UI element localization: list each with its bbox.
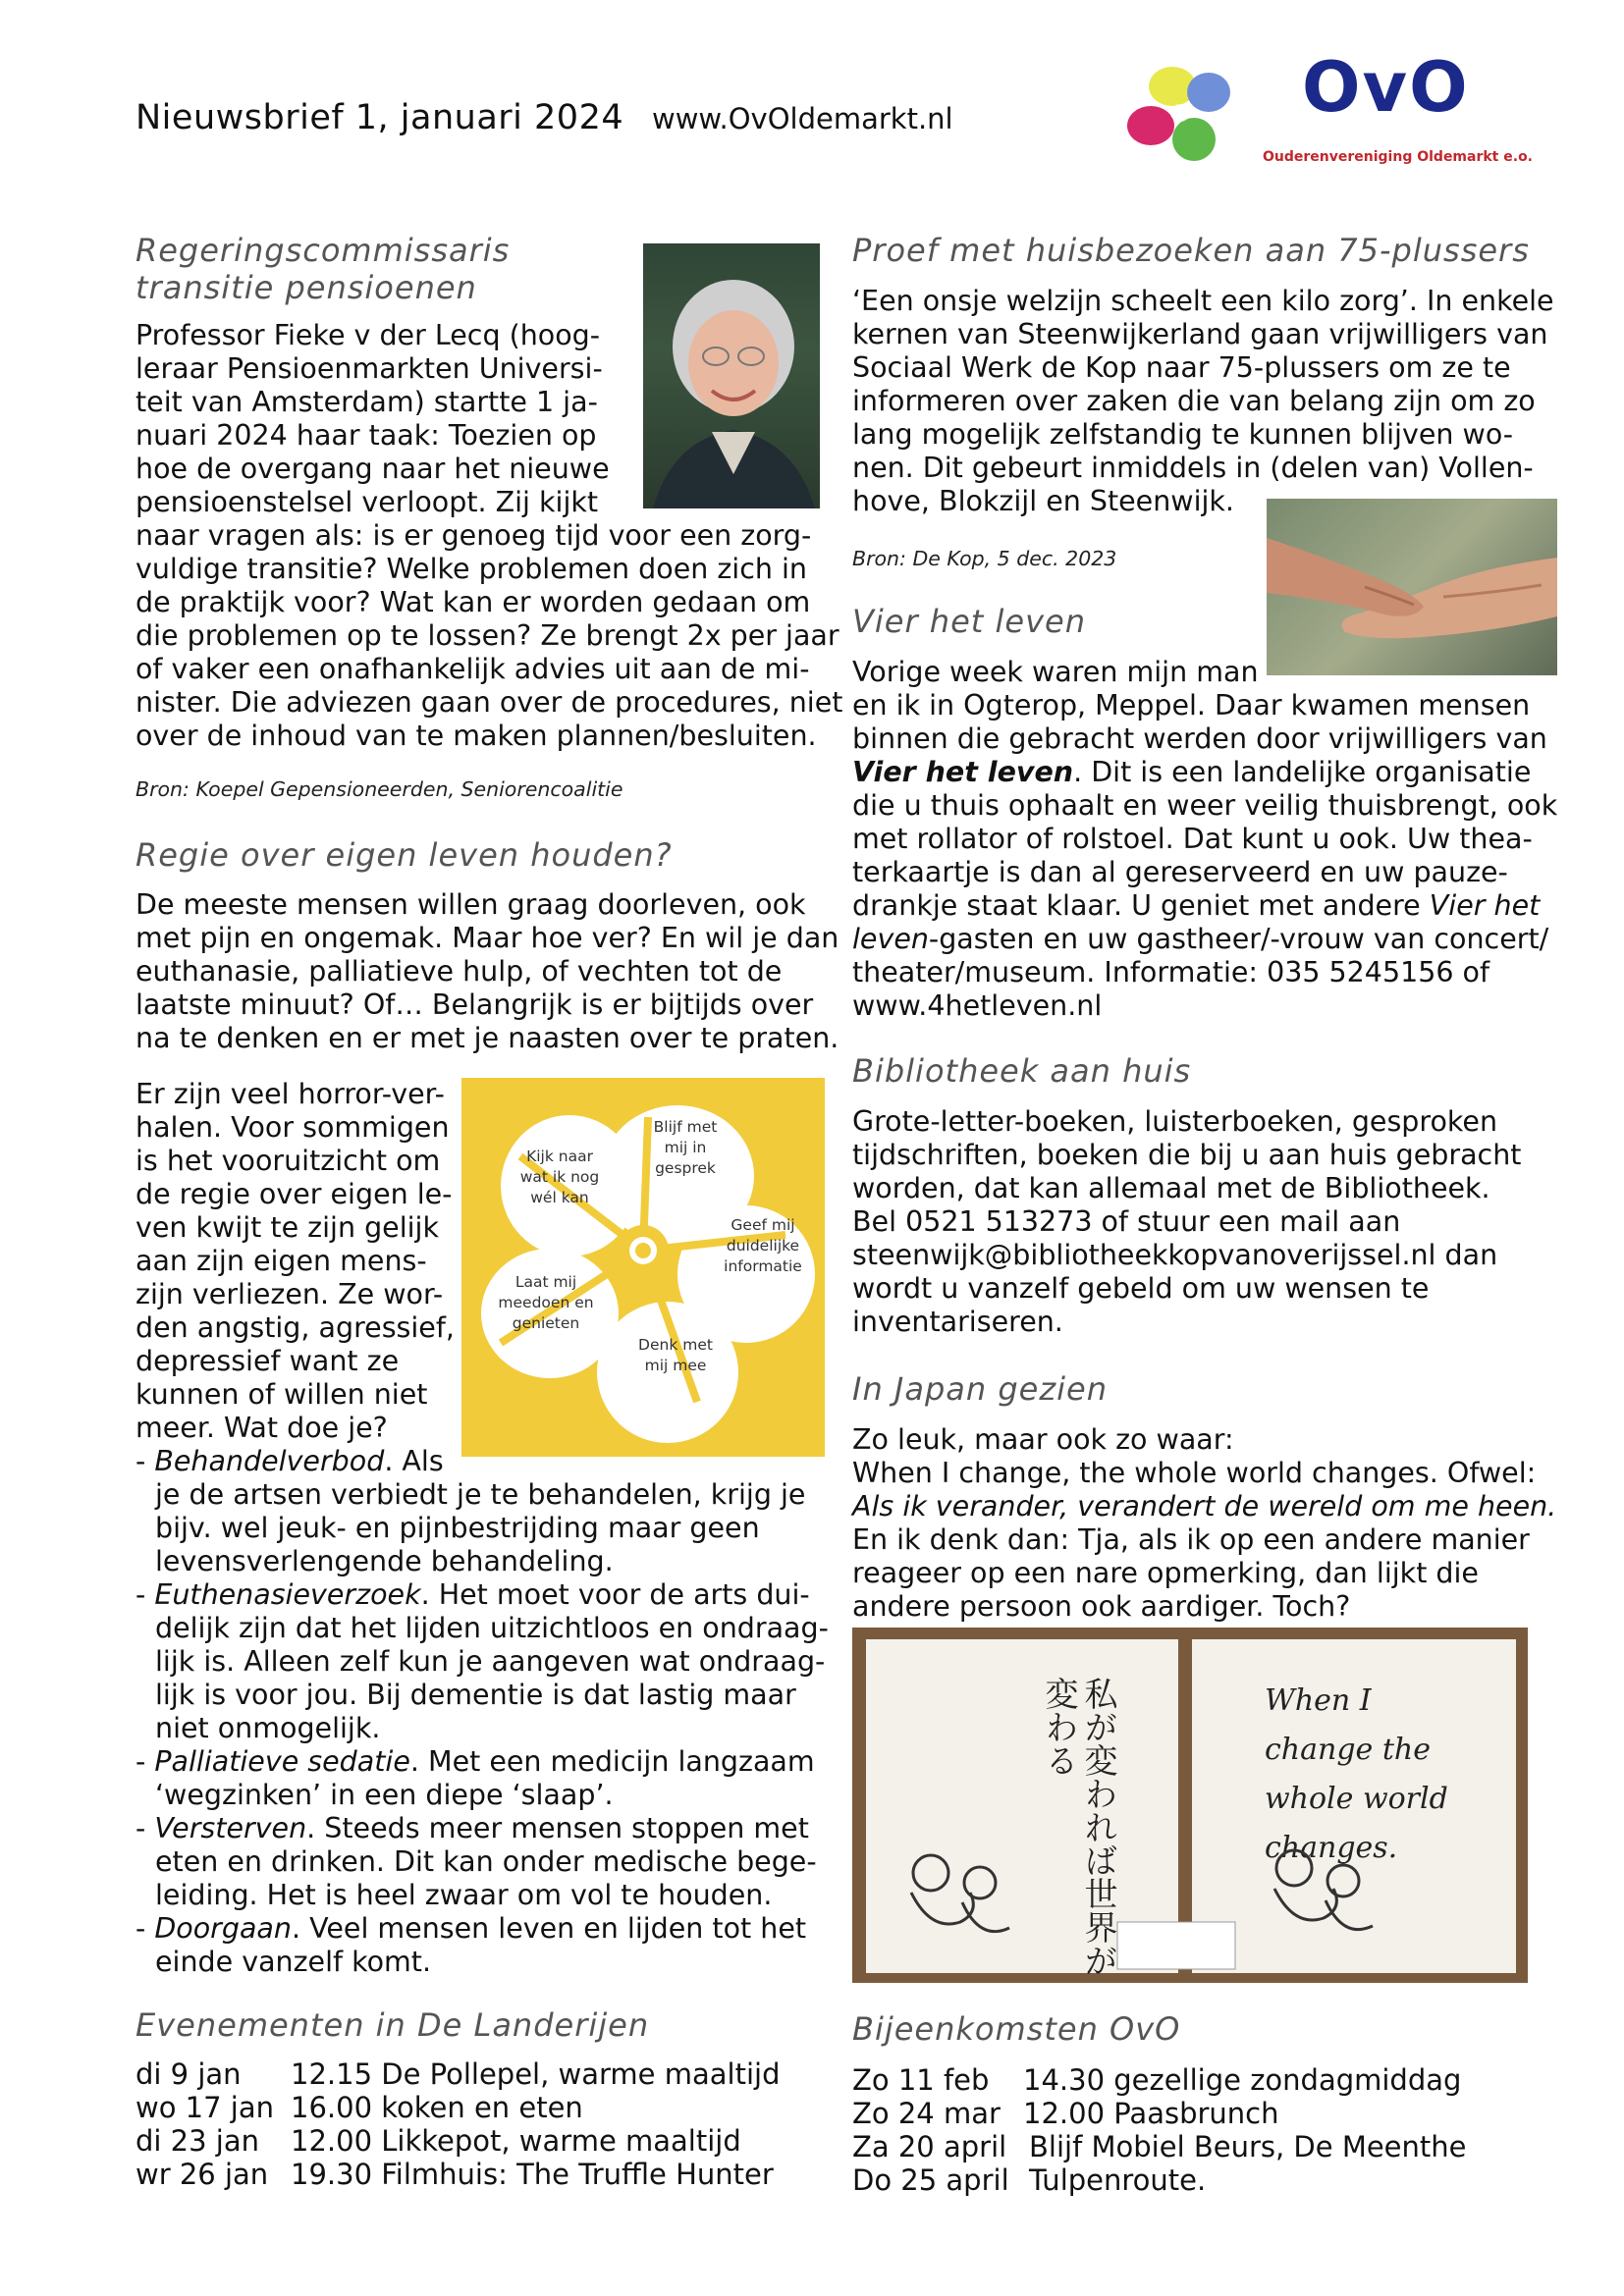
text-line: die u thuis ophaalt en weer veilig thuisbrengt, ook [852, 789, 1558, 822]
logo-subtitle: Ouderenvereniging Oldemarkt e.o. [1263, 149, 1534, 165]
bullet-item: - Behandelverbod. Als je de artsen verbiedt je te behandelen, krijg je bijv. wel jeuk- en pijnbestrijding maar geen levensverlengende behandeling. [135, 1445, 829, 1578]
text-line: depressief want ze [135, 1345, 400, 1377]
text-line: over de inhoud van te maken plannen/besluiten. [135, 720, 817, 752]
japan-calligraphy-photo [852, 1628, 1528, 1983]
text-line: teit van Amsterdam) startte 1 ja- [135, 386, 598, 418]
text-line: worden, dat kan allemaal met de Bibliotheek. [852, 1172, 1490, 1204]
text-line: en ik in Ogterop, Meppel. Daar kwamen mensen [852, 689, 1531, 721]
text-line: hove, Blokzijl en Steenwijk. [852, 485, 1234, 517]
text-fragment: leven [852, 923, 929, 955]
petal-label: Blijf met mij in gesprek [653, 1118, 718, 1177]
organisation-name: Vier het leven [852, 756, 1074, 788]
text-line: Vorige week waren mijn man [852, 656, 1259, 688]
text-line: Grote-letter-boeken, luisterboeken, gesproken [852, 1105, 1498, 1138]
text-line: leraar Pensioenmarkten Universi- [135, 352, 603, 385]
event-date: wo 17 jan [135, 2091, 275, 2124]
text-line: einde vanzelf komt. [155, 1946, 432, 1978]
text-line: Zo leuk, maar ook zo waar: [852, 1423, 1234, 1456]
text-line: Bel 0521 513273 of stuur een mail aan [852, 1205, 1401, 1238]
text-line [852, 889, 1557, 923]
meeting-text: 14.30 gezellige zondagmiddag [1023, 2063, 1462, 2097]
event-row [135, 2158, 780, 2191]
figure-sketch-icon [852, 1628, 1528, 1983]
petal-label: Denk met mij mee [638, 1336, 713, 1374]
article-regie-title: Regie over eigen leven houden? [135, 836, 673, 874]
text-line: ‘Een onsje welzijn scheelt een kilo zorg’. In enkele [852, 285, 1554, 317]
text-line: zijn verliezen. Ze wor- [135, 1278, 444, 1310]
bullet-item: - Doorgaan. Veel mensen leven en lijden tot het einde vanzelf komt. [135, 1912, 829, 1979]
article-regie-para [135, 1078, 455, 1445]
article-japan-body [852, 1423, 1556, 1624]
article-pension-title [135, 232, 510, 306]
meeting-text: 12.00 Paasbrunch [1023, 2097, 1279, 2130]
meeting-row [852, 2130, 1467, 2163]
meeting-text: Tulpenroute. [1029, 2163, 1207, 2197]
article-regie-intro [135, 888, 839, 1055]
text-line: meer. Wat doe je? [135, 1412, 388, 1444]
hands-photo [1267, 499, 1557, 675]
website-link[interactable]: www.4hetleven.nl [852, 989, 1103, 1022]
text-line: den angstig, agressief, [135, 1311, 455, 1344]
event-text: 12.15 De Pollepel, warme maaltijd [291, 2057, 781, 2091]
event-date: di 9 jan [135, 2057, 242, 2091]
title-line: transitie pensioenen [135, 269, 477, 306]
event-row [135, 2091, 780, 2124]
text-line: levensverlengende behandeling. [155, 1545, 614, 1577]
bullet-item: - Euthenasieverzoek. Het moet voor de arts dui- delijk zijn dat het lijden uitzichtloos en ondraag- lijk is. Alleen zelf kun je aangeven wat ondraag- lijk is voor jou. Bij dementie is dat lastig maar niet onmogelijk. [135, 1578, 829, 1744]
bullet-term: Palliatieve sedatie [154, 1745, 410, 1778]
article-visits-source: Bron: De Kop, 5 dec. 2023 [852, 547, 1117, 570]
meeting-row [852, 2063, 1467, 2097]
text-line [852, 756, 1557, 789]
website-link[interactable]: www.OvOldemarkt.nl [652, 102, 953, 135]
meeting-date: Zo 11 feb [852, 2063, 990, 2097]
events-title: Evenementen in De Landerijen [135, 2006, 650, 2044]
text-line: Professor Fieke v der Lecq (hoog- [135, 319, 601, 351]
text-line: naar vragen als: is er genoeg tijd voor een zorg- [135, 519, 812, 552]
text-line: . Met een medicijn langzaam [409, 1745, 815, 1778]
event-date: wr 26 jan [135, 2158, 269, 2191]
text-line [852, 923, 1557, 956]
article-pension-body [135, 319, 842, 753]
petal-label: Kijk naar wat ik nog wél kan [519, 1148, 600, 1206]
meetings-title: Bijeenkomsten OvO [852, 2010, 1181, 2048]
title-line: Regeringscommissaris [135, 232, 511, 269]
japanese-calligraphy: 私が変われば世界が変わる [1039, 1677, 1117, 1977]
english-calligraphy: When I change the whole world changes. [1265, 1683, 1448, 1865]
event-date: di 23 jan [135, 2124, 260, 2158]
text-line: nister. Die adviezen gaan over de procedures, niet [135, 686, 843, 719]
article-vier-title: Vier het leven [852, 603, 1086, 640]
text-line: . Steeds meer mensen stoppen met [306, 1812, 809, 1844]
event-row [135, 2124, 780, 2158]
event-text: 16.00 koken en eten [291, 2091, 583, 2124]
text-line: aan zijn eigen mens- [135, 1245, 427, 1277]
bullet-term: Versterven [154, 1812, 307, 1844]
text-line: je de artsen verbiedt je te behandelen, krijg je [155, 1478, 806, 1511]
events-list [135, 2057, 780, 2191]
text-line: de praktijk voor? Wat kan er worden gedaan om [135, 586, 811, 618]
article-vier-body [852, 656, 1557, 1023]
text-line: bijv. wel jeuk- en pijnbestrijding maar geen [155, 1512, 760, 1544]
email-link[interactable]: steenwijk@bibliotheekkopvanoverijssel.nl dan [852, 1239, 1498, 1271]
article-visits-body [852, 285, 1554, 518]
article-library-title: Bibliotheek aan huis [852, 1052, 1192, 1090]
bullet-term: Doorgaan [154, 1912, 292, 1945]
text-fragment: -gasten en uw gastheer/-vrouw van concert/ [928, 923, 1549, 955]
text-line: . Veel mensen leven en lijden tot het [291, 1912, 807, 1945]
article-pension-source: Bron: Koepel Gepensioneerden, Seniorencoalitie [135, 777, 623, 801]
text-line: hoe de overgang naar het nieuwe [135, 453, 610, 485]
text-line: wordt u vanzelf gebeld om uw wensen te [852, 1272, 1430, 1305]
text-fragment: . Dit is een landelijke organisatie [1073, 756, 1532, 788]
petal-label: Geef mij duidelijke informatie [724, 1216, 802, 1275]
text-line: lijk is voor jou. Bij dementie is dat lastig maar [155, 1679, 796, 1711]
text-line: kernen van Steenwijkerland gaan vrijwilligers van [852, 318, 1548, 350]
text-line: de regie over eigen le- [135, 1178, 453, 1210]
text-line: De meeste mensen willen graag doorleven, ook [135, 888, 806, 921]
text-line: nuari 2024 haar taak: Toezien op [135, 419, 597, 452]
text-line: nen. Dit gebeurt inmiddels in (delen van) Vollen- [852, 452, 1534, 484]
text-line: ven kwijt te zijn gelijk [135, 1211, 439, 1244]
text-line: tijdschriften, boeken die bij u aan huis gebracht [852, 1139, 1522, 1171]
flower-illustration [461, 1078, 825, 1457]
text-line: laatste minuut? Of… Belangrijk is er bijtijds over [135, 988, 814, 1021]
text-line: leiding. Het is heel zwaar om vol te houden. [155, 1879, 773, 1911]
meeting-row [852, 2097, 1467, 2130]
text-line: lijk is. Alleen zelf kun je aangeven wat ondraag- [155, 1645, 826, 1678]
article-library-body [852, 1105, 1521, 1339]
text-line: is het vooruitzicht om [135, 1145, 441, 1177]
text-line: met rollator of rolstoel. Dat kunt u ook. Uw thea- [852, 823, 1533, 855]
text-line: . Als [384, 1445, 444, 1477]
bullet-term: Euthenasieverzoek [154, 1578, 421, 1611]
ovo-logo [1115, 47, 1547, 185]
meetings-list [852, 2063, 1467, 2197]
bullet-item: - Versterven. Steeds meer mensen stoppen met eten en drinken. Dit kan onder medische bege- leiding. Het is heel zwaar om vol te houden. [135, 1812, 829, 1912]
text-line: eten en drinken. Dit kan onder medische bege- [155, 1845, 817, 1878]
text-line: vuldige transitie? Welke problemen doen zich in [135, 553, 807, 585]
text-line: En ik denk dan: Tja, als ik op een andere manier [852, 1523, 1530, 1556]
text-line: informeren over zaken die van belang zijn om zo [852, 385, 1536, 417]
text-line: Sociaal Werk de Kop naar 75-plussers om ze te [852, 351, 1511, 384]
text-fragment: drankje staat klaar. U geniet met andere [852, 889, 1430, 922]
text-line: delijk zijn dat het lijden uitzichtloos en ondraag- [155, 1612, 829, 1644]
text-line: When I change, the whole world changes. Ofwel: [852, 1457, 1537, 1489]
meeting-date: Za 20 april [852, 2130, 1007, 2163]
article-regie-bullets [135, 1445, 829, 1979]
event-text: 19.30 Filmhuis: The Truffle Hunter [291, 2158, 774, 2191]
text-line: ‘wegzinken’ in een diepe ‘slaap’. [155, 1779, 614, 1811]
logo-text: OvO [1302, 47, 1470, 128]
article-visits-title: Proef met huisbezoeken aan 75-plussers [852, 232, 1530, 269]
meeting-date: Do 25 april [852, 2163, 1009, 2197]
bullet-term: Behandelverbod [154, 1445, 385, 1477]
newsletter-issue: Nieuwsbrief 1, januari 2024 [135, 98, 624, 137]
text-line: die problemen op te lossen? Ze brengt 2x per jaar [135, 619, 839, 652]
meeting-row [852, 2163, 1467, 2197]
text-line: terkaartje is dan al gereserveerd en uw pauze- [852, 856, 1508, 888]
bullet-item: - Palliatieve sedatie. Met een medicijn langzaam ‘wegzinken’ in een diepe ‘slaap’. [135, 1745, 829, 1812]
event-row [135, 2057, 780, 2091]
meeting-date: Zo 24 mar [852, 2097, 1001, 2130]
text-line: inventariseren. [852, 1306, 1063, 1338]
petal-label: Laat mij meedoen en genieten [498, 1273, 594, 1332]
text-line: kunnen of willen niet [135, 1378, 428, 1411]
text-line: binnen die gebracht werden door vrijwilligers van [852, 722, 1547, 755]
text-line: . Het moet voor de arts dui- [420, 1578, 810, 1611]
event-text: 12.00 Likkepot, warme maaltijd [291, 2124, 741, 2158]
article-japan-title: In Japan gezien [852, 1370, 1108, 1408]
text-line: na te denken en er met je naasten over te praten. [135, 1022, 839, 1054]
text-line: met pijn en ongemak. Maar hoe ver? En wil je dan [135, 922, 839, 954]
text-line: euthanasie, palliatieve hulp, of vechten tot de [135, 955, 783, 988]
meeting-text: Blijf Mobiel Beurs, De Meenthe [1029, 2130, 1467, 2163]
text-line: Er zijn veel horror-ver- [135, 1078, 445, 1110]
text-line: pensioenstelsel verloopt. Zij kijkt [135, 486, 599, 518]
text-line: Als ik verander, verandert de wereld om me heen. [852, 1490, 1557, 1522]
text-fragment: Vier het [1429, 889, 1541, 922]
text-line: andere persoon ook aardiger. Toch? [852, 1590, 1351, 1623]
text-line: theater/museum. Informatie: 035 5245156 of [852, 956, 1490, 988]
logo-petals-icon [1115, 47, 1253, 175]
text-line: of vaker een onafhankelijk advies uit aan de mi- [135, 653, 810, 685]
text-line: niet onmogelijk. [155, 1712, 381, 1744]
text-line: reageer op een nare opmerking, dan lijkt die [852, 1557, 1479, 1589]
text-line: lang mogelijk zelfstandig te kunnen blijven wo- [852, 418, 1514, 451]
text-line: halen. Voor sommigen [135, 1111, 450, 1144]
